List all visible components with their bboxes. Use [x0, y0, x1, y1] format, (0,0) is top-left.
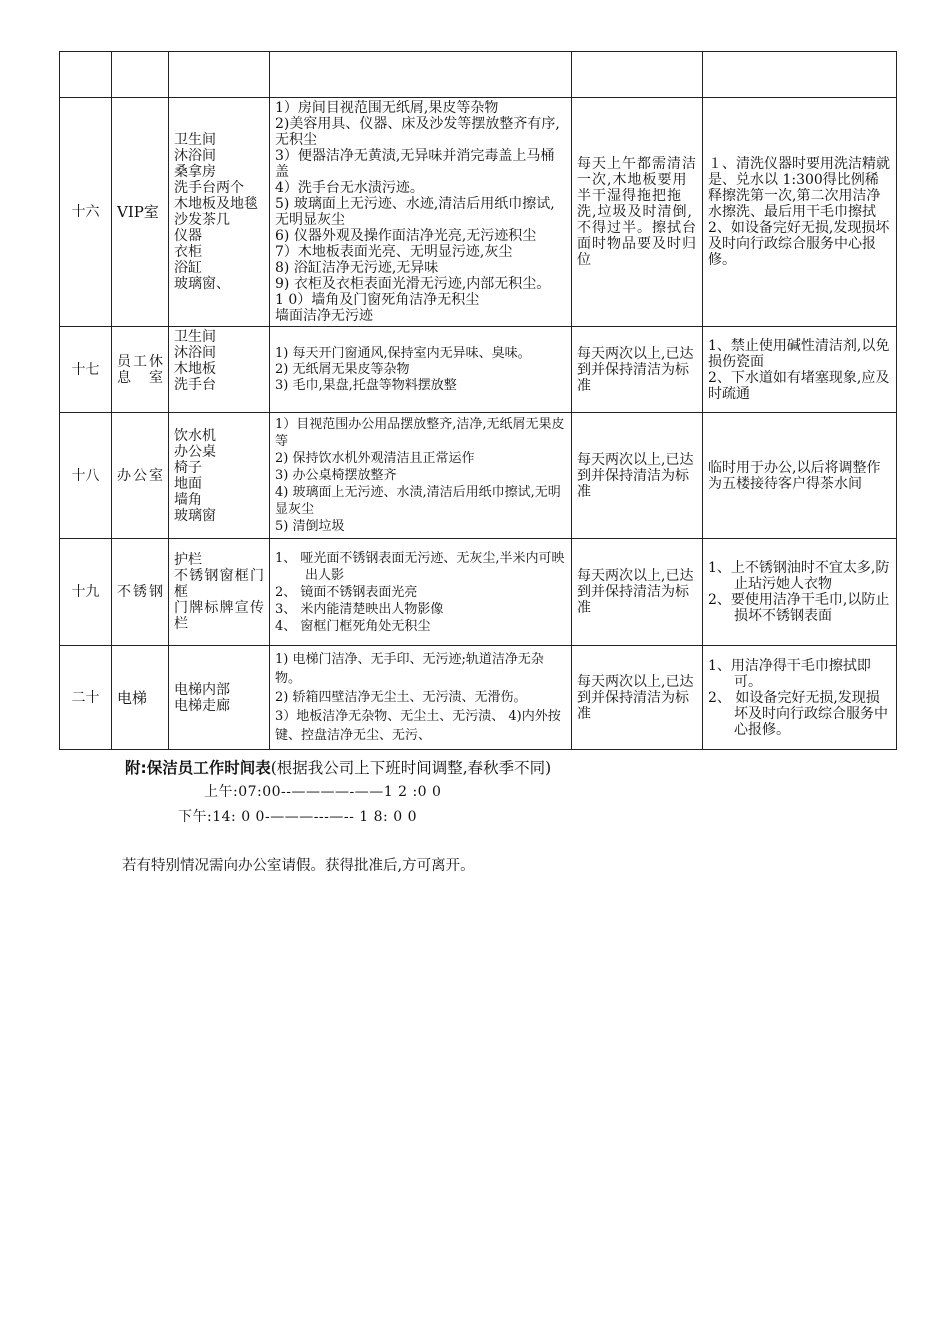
table-row — [60, 539, 897, 646]
note-line: 临时用于办公,以后将调整作为五楼接待客户得茶水间 — [708, 459, 881, 492]
item: 沐浴间 — [174, 148, 216, 164]
item: 沙发茶几 — [174, 212, 230, 228]
standard-line: 1) 电梯门洁净、无手印、无污迹;轨道洁净无杂物。 — [275, 652, 544, 686]
table-header-row — [60, 52, 897, 98]
item: 护栏 — [174, 552, 202, 568]
row-area: 办公室 — [112, 413, 169, 539]
item: 木地板 — [174, 361, 216, 377]
afternoon-schedule: 下午:14: 0 0-———---—-- 1 8: 0 0 — [178, 809, 417, 825]
row-area: VIP室 — [112, 98, 169, 327]
row-area: 不锈钢 — [112, 539, 169, 646]
standard-line: 1) 每天开门窗通风,保持室内无异味、臭味。 — [275, 345, 531, 361]
standard-line: 5) 清倒垃圾 — [275, 519, 345, 534]
row-frequency: 每天上午都需清洁一次,木地板要用半干湿得拖把拖洗,垃圾及时清倒,不得过半。擦拭台面时物品要及时归位 — [572, 98, 703, 327]
item: 玻璃窗、 — [174, 276, 230, 292]
row-standards — [270, 646, 572, 750]
standard-line: 6) 仪器外观及操作面洁净光亮,无污迹积尘 — [275, 228, 537, 244]
row-number: 十八 — [60, 413, 112, 539]
standard-line: 3) 办公桌椅摆放整齐 — [275, 468, 397, 483]
cleaning-standards-table — [59, 51, 897, 750]
standard-line: 3）地板洁净无杂物、无尘土、无污渍、 4)内外按键、控盘洁净无尘、无污、 — [275, 709, 561, 743]
header-cell — [270, 52, 572, 98]
row-items — [169, 327, 270, 413]
leave-note: 若有特别情况需向办公室请假。获得批准后,方可离开。 — [122, 858, 475, 874]
table-row — [60, 327, 897, 413]
table-row — [60, 413, 897, 539]
row-frequency: 每天两次以上,已达到并保持清洁为标准 — [572, 327, 703, 413]
schedule-title-bold: 附:保洁员工作时间表 — [125, 759, 271, 777]
item: 办公桌 — [174, 443, 216, 460]
note-line: 1、禁止使用碱性清洁剂,以免损伤瓷面 — [708, 337, 890, 370]
standard-line: 8) 浴缸洁净无污迹,无异味 — [275, 260, 439, 276]
standard-line: 2) 保持饮水机外观清洁且正常运作 — [275, 451, 475, 466]
row-items — [169, 98, 270, 327]
note-line: 1、用洁净得干毛巾擦拭即可。 — [708, 657, 871, 690]
item: 衣柜 — [174, 244, 202, 260]
item: 卫生间 — [174, 132, 216, 148]
row-items — [169, 539, 270, 646]
row-standards — [270, 539, 572, 646]
item: 卫生间 — [174, 329, 216, 345]
schedule-title — [125, 756, 551, 778]
morning-schedule: 上午:07:00--————-——1 2 :0 0 — [204, 784, 442, 800]
row-number: 十九 — [60, 539, 112, 646]
standard-line: 3）便器洁净无黄渍,无异味并消完毒盖上马桶盖 — [275, 148, 555, 180]
standard-line: 4）洗手台无水渍污迹。 — [275, 180, 424, 196]
note-line: 2、要使用洁净干毛巾,以防止损坏不锈钢表面 — [708, 592, 890, 624]
standard-line: 9) 衣柜及衣柜表面光滑无污迹,内部无积尘。 — [275, 276, 551, 292]
row-standards — [270, 413, 572, 539]
row-items — [169, 646, 270, 750]
item: 不锈钢窗框门框 — [174, 568, 264, 600]
standard-line: 墙面洁净无污迹 — [275, 308, 373, 324]
row-notes — [703, 98, 897, 327]
row-standards — [270, 327, 572, 413]
item: 电梯内部 — [174, 681, 230, 698]
row-notes — [703, 413, 897, 539]
item: 仪器 — [174, 228, 202, 244]
standard-line: 2、 镜面不锈钢表面光亮 — [275, 584, 418, 600]
note-line: 2、如设备完好无损,发现损坏及时向行政综合服务中心报修。 — [708, 220, 890, 268]
row-standards — [270, 98, 572, 327]
table-row — [60, 646, 897, 750]
standard-line: 1、 哑光面不锈钢表面无污迹、无灰尘,半米内可映出人影 — [275, 550, 565, 583]
item: 浴缸 — [174, 260, 202, 276]
standard-line: 3) 毛巾,果盘,托盘等物料摆放整 — [275, 377, 457, 393]
item: 饮水机 — [174, 427, 216, 444]
schedule-title-rest: (根据我公司上下班时间调整,春秋季不同) — [270, 759, 552, 777]
row-frequency: 每天两次以上,已达到并保持清洁为标准 — [572, 413, 703, 539]
item: 墙角 — [174, 491, 202, 508]
header-cell — [169, 52, 270, 98]
header-cell — [60, 52, 112, 98]
item: 沐浴间 — [174, 345, 216, 361]
row-number: 十七 — [60, 327, 112, 413]
row-frequency: 每天两次以上,已达到并保持清洁为标准 — [572, 539, 703, 646]
standard-line: 2) 无纸屑无果皮等杂物 — [275, 361, 410, 377]
row-area: 员工休息室 — [112, 327, 169, 413]
item: 洗手台两个 — [174, 180, 244, 196]
row-notes — [703, 646, 897, 750]
standard-line: 1 0）墙角及门窗死角洁净无积尘 — [275, 292, 480, 308]
row-area: 电梯 — [112, 646, 169, 750]
item: 电梯走廊 — [174, 697, 230, 714]
header-cell — [703, 52, 897, 98]
row-frequency: 每天两次以上,已达到并保持清洁为标准 — [572, 646, 703, 750]
header-cell — [572, 52, 703, 98]
standard-line: 1）房间目视范围无纸屑,果皮等杂物 — [275, 100, 499, 116]
row-notes — [703, 327, 897, 413]
note-line: 2、下水道如有堵塞现象,应及时疏通 — [708, 369, 890, 402]
item: 洗手台 — [174, 377, 216, 393]
note-line: 2、 如设备完好无损,发现损坏及时向行政综合服务中心报修。 — [708, 689, 888, 738]
item: 桑拿房 — [174, 164, 216, 180]
item: 玻璃窗 — [174, 507, 216, 524]
row-number: 二十 — [60, 646, 112, 750]
row-items — [169, 413, 270, 539]
standard-line: 4) 玻璃面上无污迹、水渍,清洁后用纸巾擦试,无明显灰尘 — [275, 485, 561, 517]
note-line: １、清洗仪器时要用洗洁精就是、兑水以 1:300得比例稀释擦洗第一次,第二次用洁净水擦洗、最后用干毛巾擦拭 — [708, 156, 890, 220]
standard-line: 2) 轿箱四壁洁净无尘土、无污渍、无滑伤。 — [275, 690, 527, 705]
table-row — [60, 98, 897, 327]
item: 木地板及地毯 — [174, 196, 258, 212]
standard-line: 4、 窗框门框死角处无积尘 — [275, 618, 431, 634]
item: 地面 — [174, 475, 202, 492]
standard-line: 3、 米内能清楚映出人物影像 — [275, 601, 444, 617]
row-number: 十六 — [60, 98, 112, 327]
standard-line: 7）木地板表面光亮、无明显污迹,灰尘 — [275, 244, 513, 260]
item: 椅子 — [174, 459, 202, 476]
item: 门牌标牌宣传栏 — [174, 600, 264, 632]
standard-line: 5) 玻璃面上无污迹、水迹,清洁后用纸巾擦试,无明显灰尘 — [275, 196, 555, 228]
note-line: 1、上不锈钢油时不宜太多,防止玷污她人衣物 — [708, 560, 890, 592]
header-cell — [112, 52, 169, 98]
standard-line: 2)美容用具、仪器、床及沙发等摆放整齐有序,无积尘 — [275, 116, 560, 148]
standard-line: 1）目视范围办公用品摆放整齐,洁净,无纸屑无果皮等 — [275, 417, 565, 449]
row-notes — [703, 539, 897, 646]
